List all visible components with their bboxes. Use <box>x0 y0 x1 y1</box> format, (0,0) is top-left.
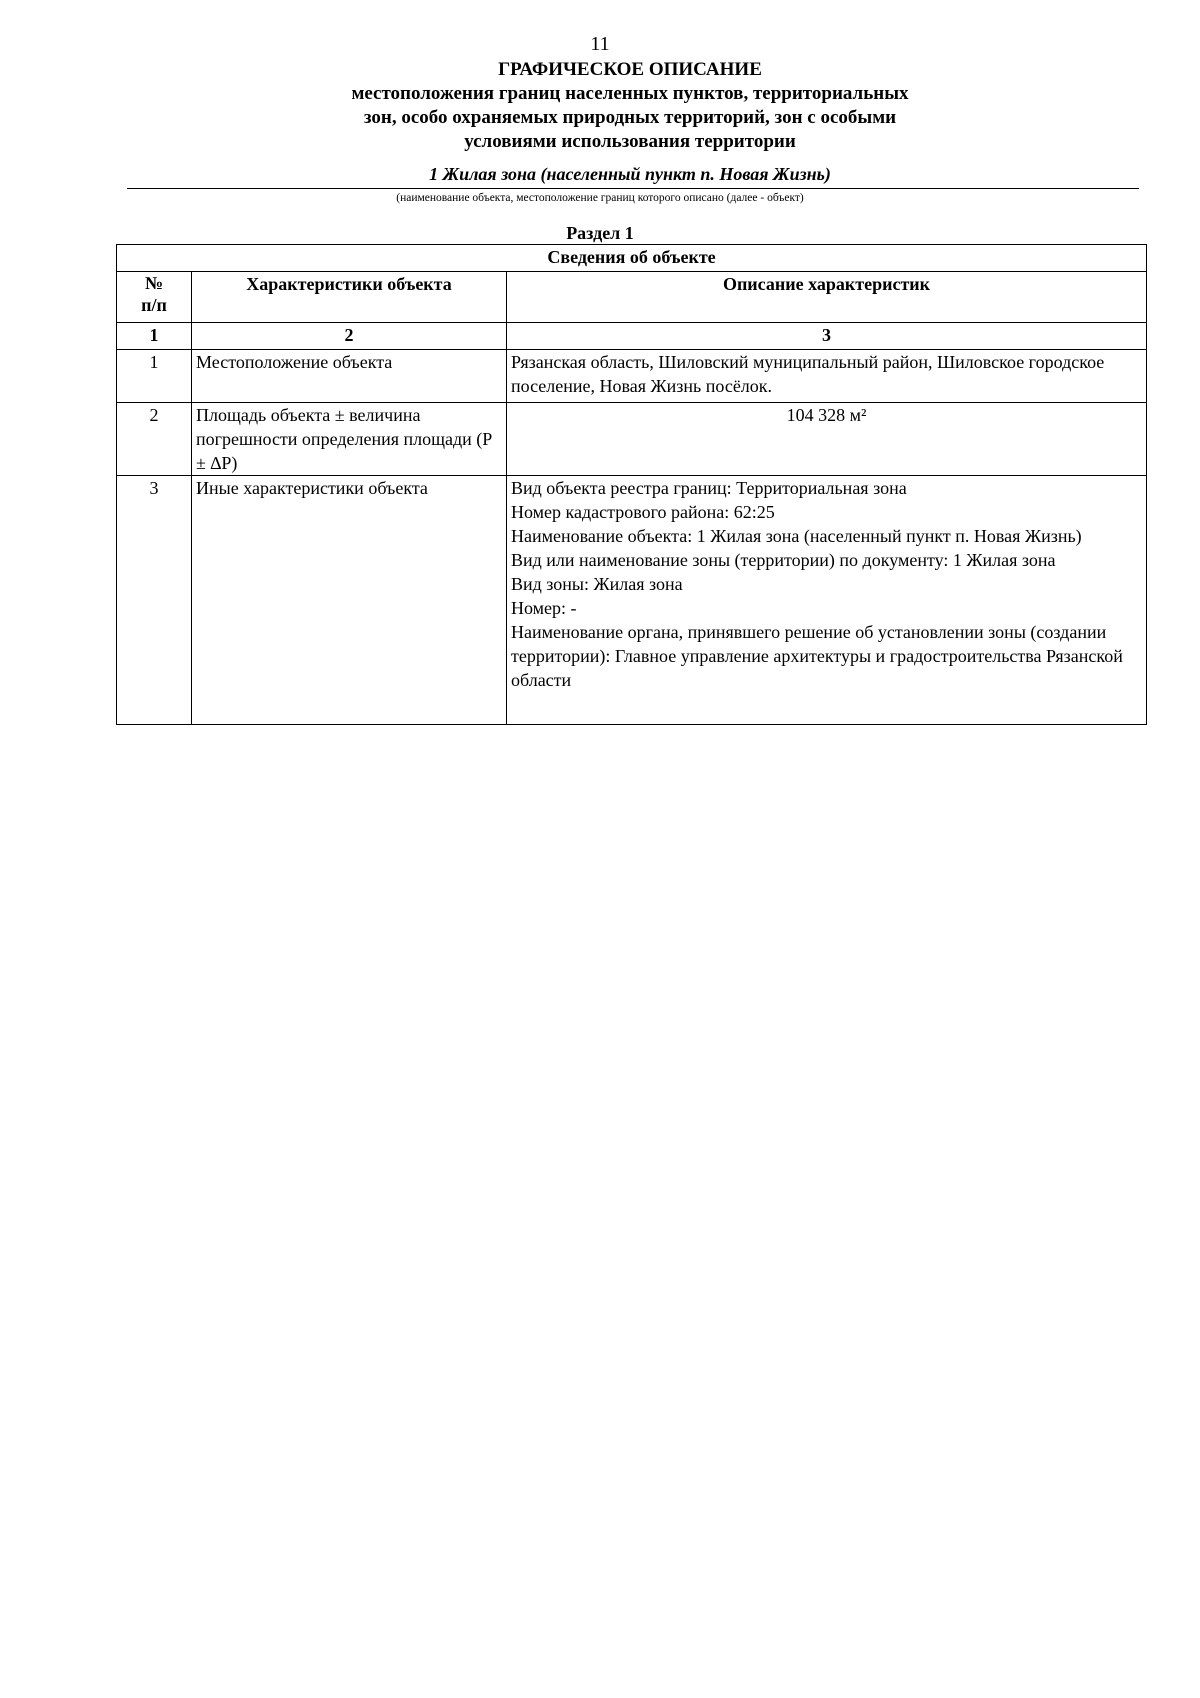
table-row <box>117 476 1147 725</box>
row-number: 2 <box>117 403 192 476</box>
description-line: Номер кадастрового района: 62:25 <box>511 502 775 522</box>
row-characteristic: Иные характеристики объекта <box>192 476 507 725</box>
description-line: Рязанская область, Шиловский муниципальный район, Шиловское городское поселение, Новая Жизнь посёлок. <box>511 352 1105 396</box>
object-name: 1 Жилая зона (населенный пункт п. Новая Жизнь) <box>429 164 831 184</box>
table-caption: Сведения об объекте <box>117 245 1147 272</box>
title-line: условиями использования территории <box>464 131 796 152</box>
column-number-row <box>117 323 1147 350</box>
column-number: 2 <box>192 323 507 350</box>
section-title: Раздел 1 <box>566 223 634 243</box>
underline-divider <box>127 188 1139 189</box>
row-description <box>507 476 1147 725</box>
page-number: 11 <box>590 33 610 55</box>
object-info-table <box>116 244 1147 725</box>
table-caption-row <box>117 245 1147 272</box>
table-row <box>117 350 1147 403</box>
description-line: Номер: - <box>511 598 577 618</box>
description-line: Наименование объекта: 1 Жилая зона (населенный пункт п. Новая Жизнь) <box>511 526 1082 546</box>
number-sub: п/п <box>141 295 167 315</box>
title-line: ГРАФИЧЕСКОЕ ОПИСАНИЕ <box>498 59 762 80</box>
column-number: 1 <box>117 323 192 350</box>
row-characteristic: Местоположение объекта <box>192 350 507 403</box>
description-line: Вид объекта реестра границ: Территориальная зона <box>511 478 907 498</box>
table-row <box>117 403 1147 476</box>
row-characteristic: Площадь объекта ± величина погрешности определения площади (P ± ∆P) <box>192 403 507 476</box>
title-line: зон, особо охраняемых природных территорий, зон с особыми <box>363 107 897 128</box>
description-line: Наименование органа, принявшего решение об установлении зоны (создании территории): Главное управление архитектуры и градостроительства Рязанской области <box>511 622 1123 690</box>
column-header-characteristic: Характеристики объекта <box>192 272 507 323</box>
column-header-number <box>117 272 192 323</box>
description-line: Вид зоны: Жилая зона <box>511 574 683 594</box>
row-description <box>507 350 1147 403</box>
table-header-row <box>117 272 1147 323</box>
row-number: 3 <box>117 476 192 725</box>
number-sign: № <box>144 273 164 293</box>
description-line: Вид или наименование зоны (территории) по документу: 1 Жилая зона <box>511 550 1056 570</box>
row-number: 1 <box>117 350 192 403</box>
column-number: 3 <box>507 323 1147 350</box>
document-title <box>160 58 1100 154</box>
object-name-hint: (наименование объекта, местоположение границ которого описано (далее - объект) <box>396 192 804 204</box>
column-header-description: Описание характеристик <box>507 272 1147 323</box>
title-line: местоположения границ населенных пунктов, территориальных <box>351 83 909 104</box>
area-value: 104 328 м² <box>507 403 1147 476</box>
